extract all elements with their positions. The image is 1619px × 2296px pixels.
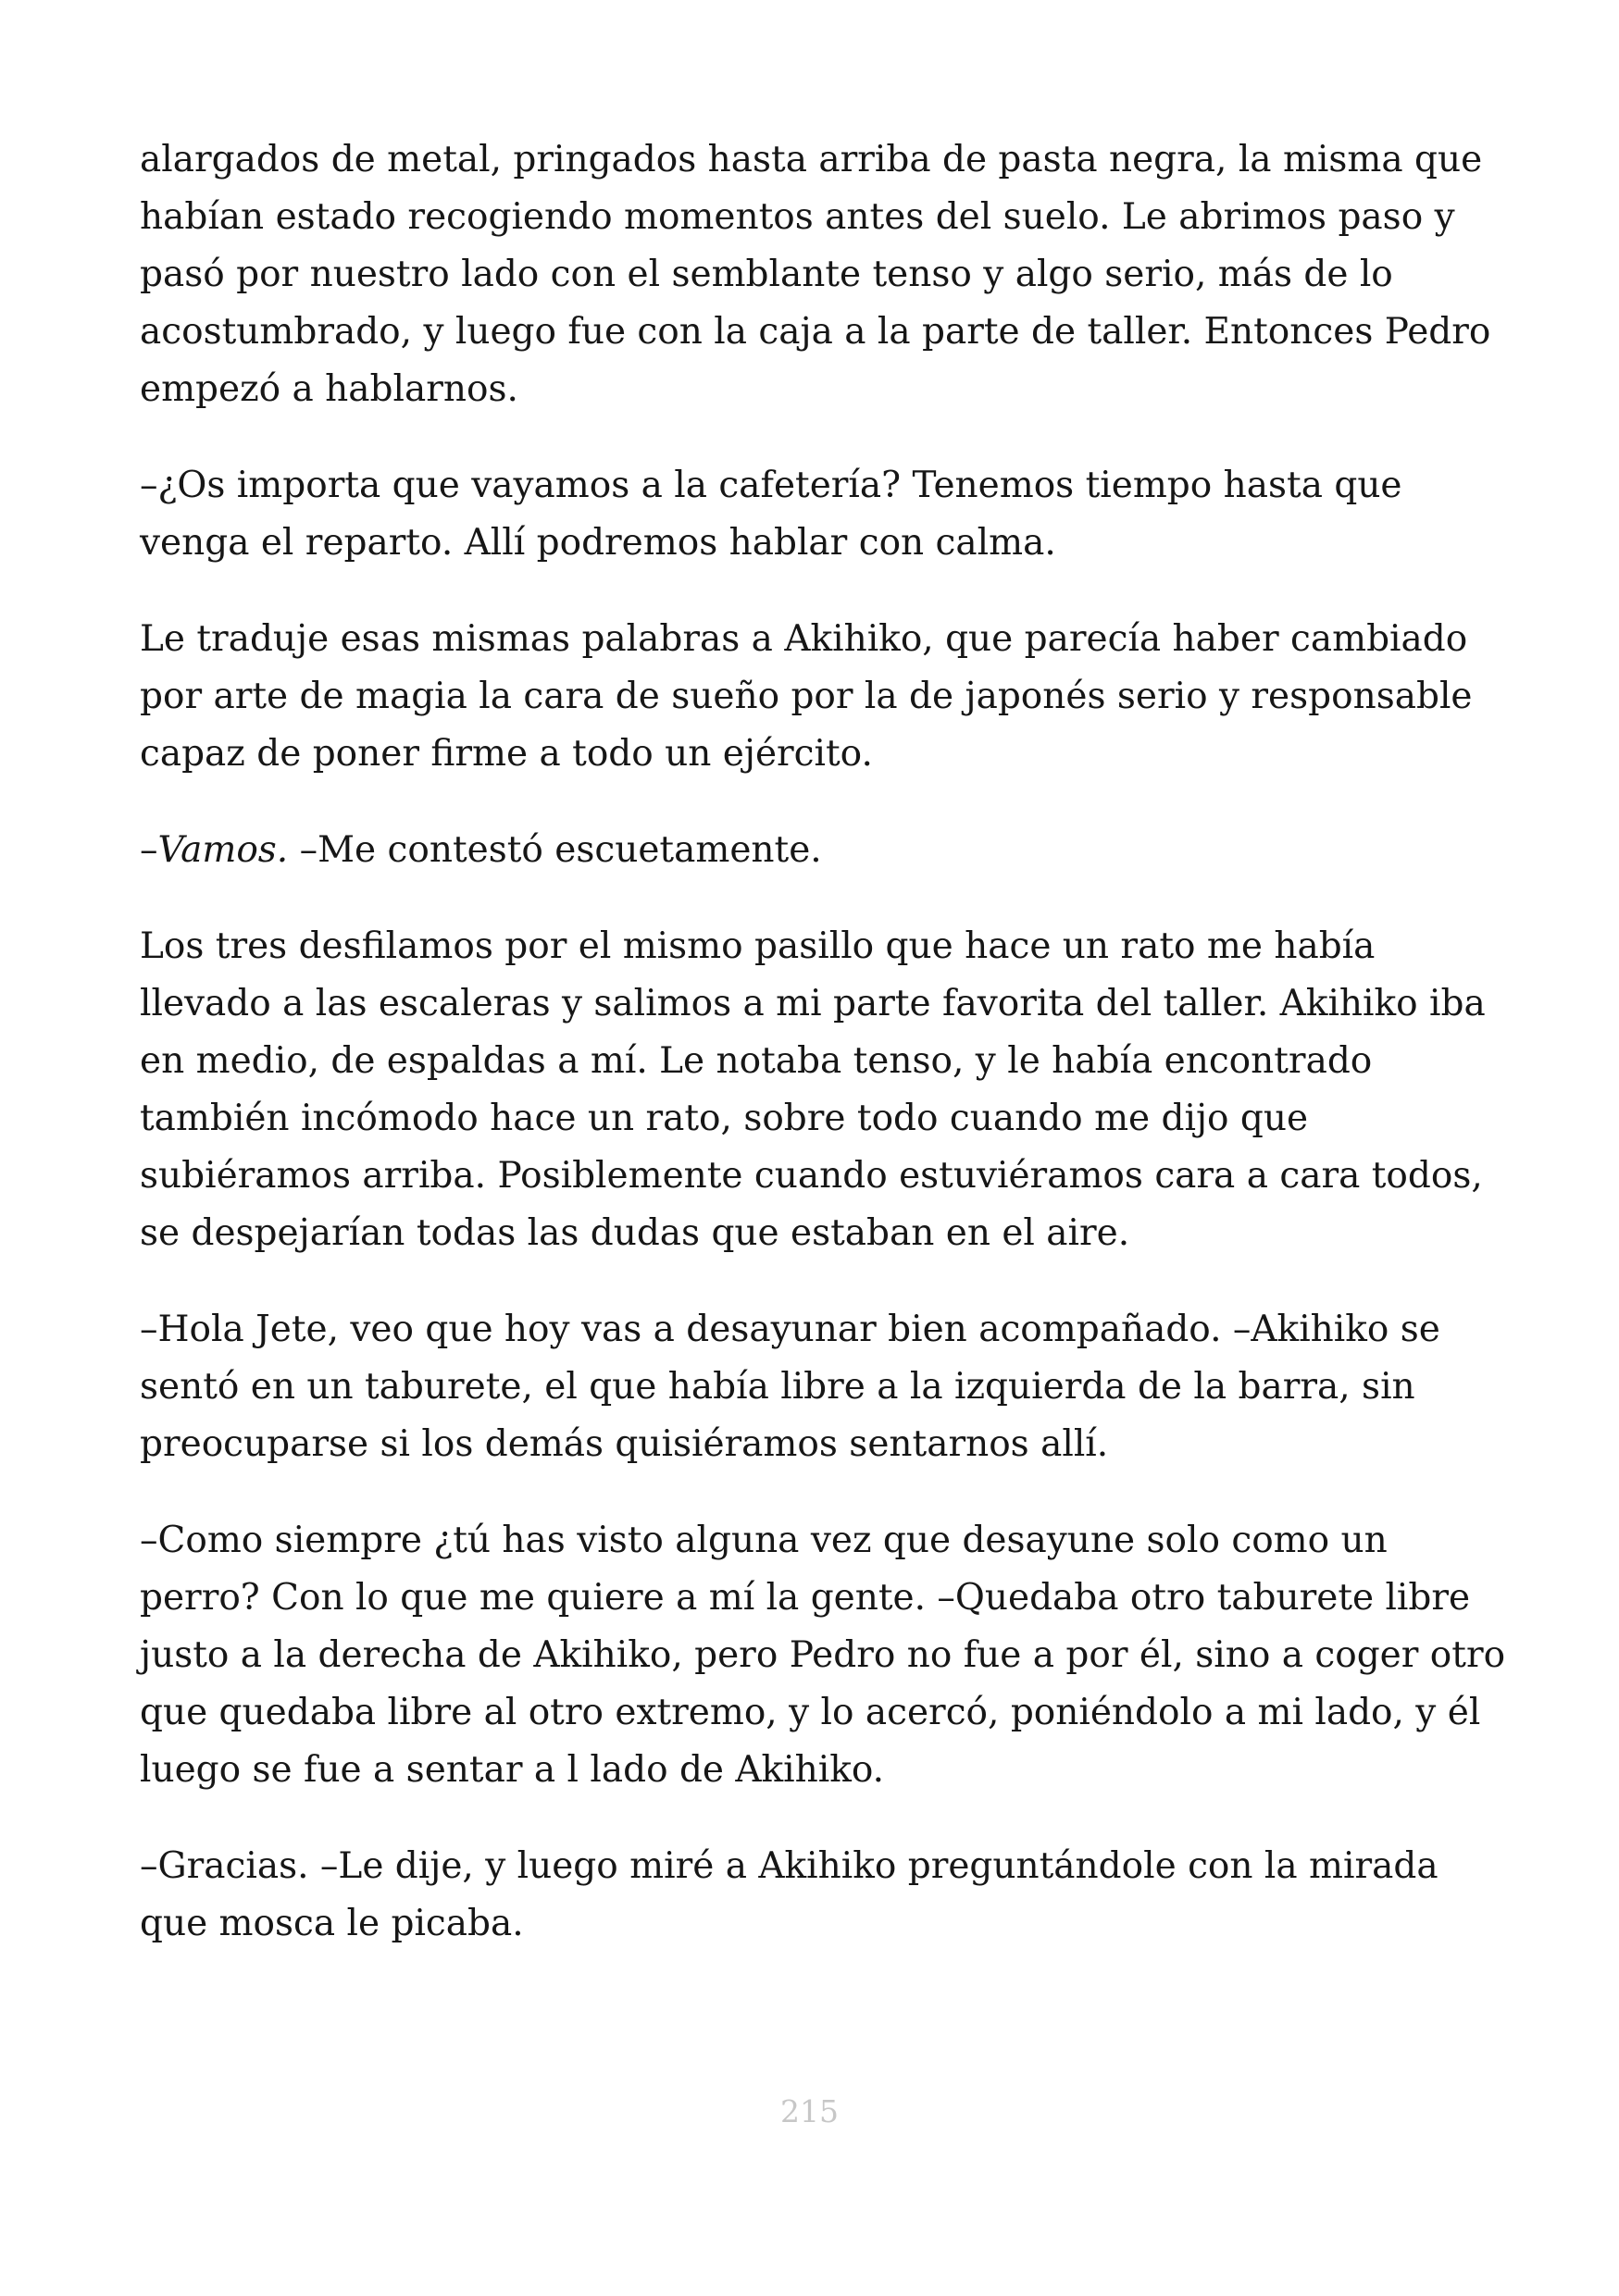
text-line bbox=[140, 1205, 1482, 1262]
text-line bbox=[140, 1838, 1482, 1895]
text-line bbox=[140, 131, 1482, 189]
text-segment: que mosca le picaba. bbox=[140, 1903, 524, 1944]
text-line bbox=[140, 361, 1482, 418]
text-line bbox=[140, 1301, 1482, 1359]
text-segment: –Como siempre ¿tú has visto alguna vez que desayune solo como un bbox=[140, 1520, 1388, 1561]
paragraph bbox=[140, 1512, 1506, 1799]
text-line bbox=[140, 1742, 1482, 1799]
text-segment: en medio, de espaldas a mí. Le notaba tenso, y le había encontrado bbox=[140, 1040, 1373, 1082]
text-segment: –Hola Jete, veo que hoy vas a desayunar bien acompañado. –Akihiko se bbox=[140, 1309, 1440, 1350]
text-line bbox=[140, 611, 1482, 668]
text-line bbox=[140, 918, 1482, 975]
text-segment: perro? Con lo que me quiere a mí la gente. –Quedaba otro taburete libre bbox=[140, 1577, 1471, 1619]
paragraph bbox=[140, 822, 1482, 879]
text-segment: pasó por nuestro lado con el semblante tenso y algo serio, más de lo bbox=[140, 254, 1393, 295]
paragraph bbox=[140, 457, 1482, 572]
text-segment: acostumbrado, y luego fue con la caja a la parte de taller. Entonces Pedro bbox=[140, 311, 1491, 353]
italic-text: Vamos. bbox=[157, 829, 289, 871]
text-line bbox=[140, 515, 1482, 572]
text-segment: –Me contestó escuetamente. bbox=[288, 829, 822, 871]
text-line bbox=[140, 1416, 1482, 1473]
text-segment: –Gracias. –Le dije, y luego miré a Akihiko preguntándole con la mirada bbox=[140, 1845, 1438, 1887]
text-segment: que quedaba libre al otro extremo, y lo acercó, poniéndolo a mi lado, y él bbox=[140, 1692, 1481, 1733]
text-line bbox=[140, 304, 1491, 361]
text-segment: justo a la derecha de Akihiko, pero Pedro no fue a por él, sino a coger otro bbox=[140, 1634, 1506, 1676]
text-segment: alargados de metal, pringados hasta arriba de pasta negra, la misma que bbox=[140, 139, 1483, 180]
text-line bbox=[140, 1512, 1482, 1570]
paragraph bbox=[140, 918, 1486, 1262]
text-segment: por arte de magia la cara de sueño por la de japonés serio y responsable bbox=[140, 676, 1473, 717]
text-line bbox=[140, 1033, 1482, 1090]
text-segment: capaz de poner firme a todo un ejército. bbox=[140, 733, 873, 775]
page-number: 215 bbox=[780, 2093, 839, 2129]
text-segment: subiéramos arriba. Posiblemente cuando estuviéramos cara a cara todos, bbox=[140, 1155, 1483, 1197]
text-segment: – bbox=[140, 829, 158, 871]
text-segment: sentó en un taburete, el que había libre a la izquierda de la barra, sin bbox=[140, 1366, 1415, 1408]
text-line bbox=[140, 1148, 1482, 1205]
text-segment: habían estado recogiendo momentos antes del suelo. Le abrimos paso y bbox=[140, 196, 1455, 238]
text-line bbox=[140, 1895, 1482, 1953]
text-line bbox=[140, 1090, 1482, 1148]
text-line bbox=[140, 975, 1486, 1033]
text-segment: se despejarían todas las dudas que estaban en el aire. bbox=[140, 1212, 1130, 1254]
text-line bbox=[140, 1359, 1482, 1416]
paragraph bbox=[140, 611, 1482, 783]
text-segment: preocuparse si los demás quisiéramos sentarnos allí. bbox=[140, 1423, 1109, 1465]
paragraph bbox=[140, 1838, 1482, 1953]
text-segment: Los tres desfilamos por el mismo pasillo que hace un rato me había bbox=[140, 925, 1376, 967]
text-segment: llevado a las escaleras y salimos a mi parte favorita del taller. Akihiko iba bbox=[140, 983, 1486, 1024]
text-line bbox=[140, 1570, 1482, 1627]
paragraph bbox=[140, 1301, 1482, 1473]
paragraph bbox=[140, 131, 1491, 418]
text-line bbox=[140, 1684, 1482, 1742]
body-text bbox=[140, 131, 1506, 1992]
text-line bbox=[140, 726, 1482, 783]
text-segment: empezó a hablarnos. bbox=[140, 368, 518, 410]
text-segment: Le traduje esas mismas palabras a Akihiko, que parecía haber cambiado bbox=[140, 618, 1468, 660]
text-line bbox=[140, 668, 1482, 726]
text-line bbox=[140, 822, 1482, 879]
text-line bbox=[140, 457, 1482, 515]
text-segment: venga el reparto. Allí podremos hablar con calma. bbox=[140, 522, 1056, 564]
text-line bbox=[140, 1627, 1506, 1684]
text-segment: –¿Os importa que vayamos a la cafetería? Tenemos tiempo hasta que bbox=[140, 465, 1402, 506]
text-segment: también incómodo hace un rato, sobre todo cuando me dijo que bbox=[140, 1098, 1309, 1139]
text-line bbox=[140, 189, 1482, 246]
text-line bbox=[140, 246, 1482, 304]
text-segment: luego se fue a sentar a l lado de Akihiko. bbox=[140, 1749, 885, 1791]
